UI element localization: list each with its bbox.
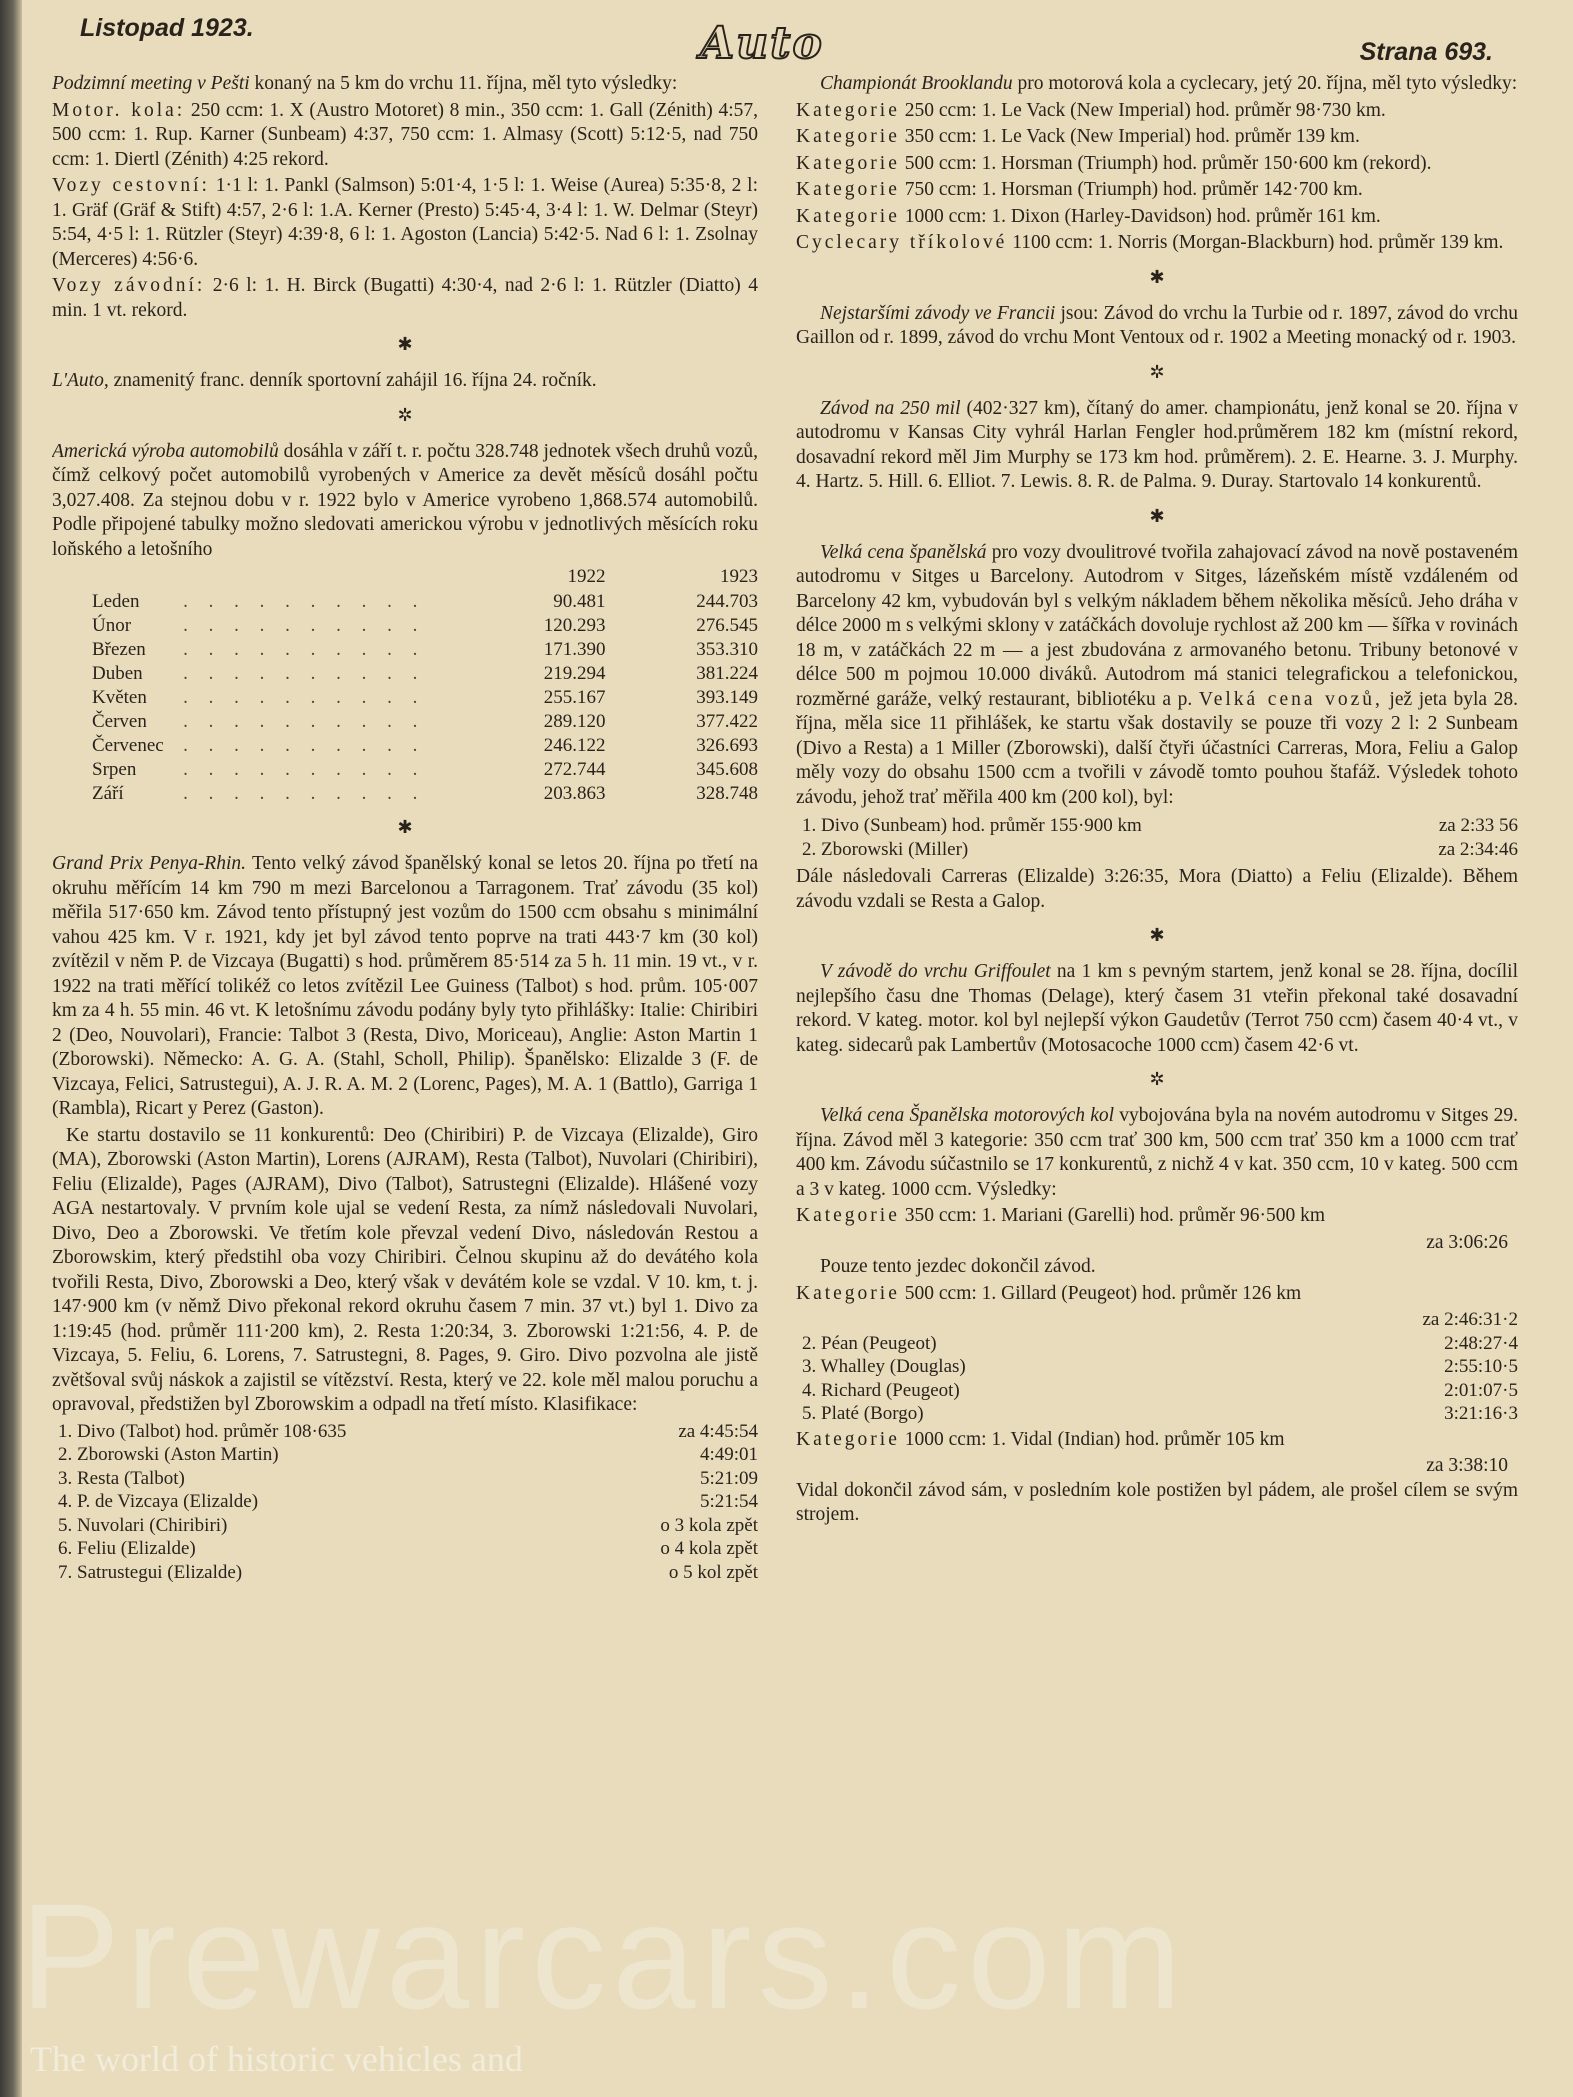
results-table (796, 1308, 1518, 1426)
result-row (796, 1355, 1518, 1379)
leader-dots: . . . . . . . . . . (183, 639, 426, 660)
result-row (52, 1467, 758, 1491)
leader-dots: . . . . . . . . . . (183, 759, 426, 780)
section-separator: ✱ (397, 817, 413, 837)
article-title: Závod na 250 mil (820, 397, 961, 419)
table-row (52, 758, 758, 782)
result-name: 4. P. de Vizcaya (Elizalde) (58, 1491, 259, 1512)
month-cell: Červen (92, 711, 147, 732)
result-time: 4:49:01 (699, 1444, 758, 1465)
table-row (52, 662, 758, 686)
category-350: Kategorie 350 ccm: 1. Mariani (Garelli) hod. průměr 96·500 km (796, 1205, 1325, 1226)
month-cell: Únor (92, 615, 132, 636)
left-column (52, 72, 758, 2072)
value-1922: 272.744 (543, 759, 606, 780)
result-time: za 4:45:54 (678, 1420, 758, 1442)
article-motorcycle-gp: Velká cena Španělska motorových kol vybojována byla na novém autodromu v Sitges 29. října. Závod měl 3 kategorie: 350 ccm trať 300 km, 500 ccm trať 350 km a 1000 ccm trať 400 km. Závodu súčastnilo se 17 konkurentů, z nichž 4 v kat. 350 ccm, 10 v kateg. 500 ccm a 3 v kateg. 1000 ccm. Výsledky: (796, 1105, 1518, 1200)
article-paragraph: Vozy cestovní: 1·1 l: 1. Pankl (Salmson) 5:01·4, 1·5 l: 1. Weise (Aurea) 5:35·8, 2 l: 1. Gräf (Gräf & Stift) 4:57, 2·6 l: 1.A. Kerner (Presto) 5:45·4, 3·4 l: 1. W. Delmar (Steyr) 5:54, 4·5 l: 1. Rützler (Steyr) 4:39·8, 6 l: 1. Agoston (Lancia) 5:42·5. Nad 6 l: 1. Zsolnay (Merceres) 4:56·6. (52, 175, 758, 270)
value-1922: 171.390 (543, 639, 606, 660)
category-result: Kategorie 750 ccm: 1. Horsman (Triumph) hod. průměr 142·700 km. (796, 179, 1363, 200)
leader-dots: . . . . . . . . . . (183, 663, 426, 684)
result-name: 2. Zborowski (Aston Martin) (58, 1444, 279, 1465)
result-name: 5. Nuvolari (Chiribiri) (58, 1514, 228, 1536)
value-1923: 345.608 (696, 759, 758, 780)
article-title: Americká výroba automobilů (52, 440, 279, 462)
month-cell: Květen (92, 687, 147, 708)
category-result: Kategorie 350 ccm: 1. Le Vack (New Imperial) hod. průměr 139 km. (796, 126, 1360, 147)
result-time: 2:48:27·4 (1444, 1332, 1518, 1354)
value-1923: 381.224 (696, 663, 758, 684)
article-kansas-city: Závod na 250 mil (402·327 km), čítaný do amer. championátu, jenž konal se 20. října v autodromu v Kansas City vyhrál Harlan Fengler hod.průměrem 182 km (místní rekord, dosavadní rekord měl Jim Murphy se 173 km hod. průměrem). 2. E. Hearne. 3. J. Murphy. 4. Hartz. 5. Hill. 6. Elliot. 7. Lewis. 8. R. de Palma. 9. Duray. Startovalo 14 konkurentů. (796, 397, 1518, 492)
value-1922: 90.481 (553, 591, 606, 612)
result-row (796, 838, 1518, 862)
value-1923: 326.693 (696, 735, 758, 756)
article-paragraph: Vozy závodní: 2·6 l: 1. H. Birck (Bugatti) 4:30·4, nad 2·6 l: 1. Rützler (Diatto) 4 min. 1 vt. rekord. (52, 275, 758, 321)
month-cell: Červenec (92, 735, 164, 756)
section-separator: ✱ (1149, 266, 1165, 287)
article-title: Podzimní meeting v Pešti (52, 73, 250, 94)
result-row (52, 1514, 758, 1538)
watermark-tagline: The world of historic vehicles and (30, 2039, 523, 2079)
category-1000: Kategorie 1000 ccm: 1. Vidal (Indian) hod. průměr 105 km (796, 1428, 1285, 1450)
article-brooklands: Championát Brooklandu pro motorová kola a cyclecary, jetý 20. října, měl tyto výsledky: (820, 73, 1518, 94)
article-title: Championát Brooklandu (820, 73, 1013, 94)
article-lauto: L'Auto, znamenitý franc. denník sportovní zahájil 16. října 24. ročník. (52, 370, 597, 391)
month-cell: Leden (92, 591, 140, 612)
section-separator: ✱ (1149, 925, 1165, 945)
column-header: 1923 (720, 566, 758, 587)
section-separator: ✱ (1149, 505, 1165, 526)
result-row (52, 1561, 758, 1585)
result-time: o 4 kola zpět (660, 1538, 758, 1559)
value-1922: 246.122 (543, 735, 606, 756)
result-name: 1. Divo (Sunbeam) hod. průměr 155·900 km (802, 815, 1142, 836)
table-row (52, 614, 758, 638)
result-time: o 5 kol zpět (668, 1561, 758, 1583)
leader-dots: . . . . . . . . . . (183, 687, 426, 708)
category-result: Kategorie 250 ccm: 1. Le Vack (New Imperial) hod. průměr 98·730 km. (796, 99, 1386, 121)
article-grand-prix: Grand Prix Penya-Rhin. Tento velký závod španělský konal se letos 20. října po třetí na okruhu měřícím 14 km 790 m mezi Barcelonou a Tarragonem. Trať závodu (35 kol) měřila 517·650 km. Závod tento přístupný jest vozům do 1500 ccm obsahu s minimální vahou 425 km. V r. 1921, kdy jet byl závod tento poprve na trati 443·7 km (30 kol) zvítězil v něm P. de Vizcaya (Bugatti) s hod. průměrem 85·514 za 5 h. 11 min. 19 vt., v r. 1922 na trati měřící tolikéž co letos zvítězil Lee Guiness (Talbot) s hod. prům. 105·007 km za 4 h. 55 min. 46 vt. K letošnímu závodu podány byly tyto přihlášky: Italie: Chiribiri 2 (Deo, Nouvolari), Francie: Talbot 3 (Resta, Divo, Moriceau), Anglie: Aston Martin 1 (Zborowski). Německo: A. G. A. (Stahl, Scholl, Philip). Španělsko: Elizalde 3 (F. de Vizcaya, Felici, Satrustegui), A. J. R. A. M. 2 (Lorenc, Pages), M. A. 1 (Battlo), Garriga 1 (Rambla), Ricart y Perez (Gaston). (52, 853, 758, 1119)
section-separator: ✲ (1149, 361, 1165, 382)
result-name: 1. Divo (Talbot) hod. průměr 108·635 (58, 1420, 347, 1442)
result-name: 4. Richard (Peugeot) (802, 1379, 960, 1401)
result-name: 7. Satrustegui (Elizalde) (58, 1561, 243, 1583)
result-name: 3. Whalley (Douglas) (802, 1356, 966, 1377)
result-row (52, 1537, 758, 1561)
month-cell: Září (92, 783, 124, 804)
result-time: za 2:46:31·2 (1422, 1309, 1518, 1330)
leader-dots: . . . . . . . . . . (183, 735, 426, 756)
value-1922: 219.294 (543, 663, 606, 684)
value-1923: 328.748 (696, 783, 758, 804)
leader-dots: . . . . . . . . . . (183, 711, 426, 732)
magazine-logo: Auto (700, 18, 824, 69)
value-1922: 289.120 (543, 711, 606, 732)
result-name: 2. Zborowski (Miller) (802, 838, 969, 860)
production-table (52, 564, 758, 806)
category-result: Cyclecary tříkolové 1100 ccm: 1. Norris (Morgan-Blackburn) hod. průměr 139 km. (796, 232, 1504, 253)
article-paragraph: Ke startu dostavilo se 11 konkurentů: Deo (Chiribiri) P. de Vizcaya (Elizalde), Giro (MA), Zborowski (Aston Martin), Lorens (AJRAM), Resta (Talbot), Nuvolari (Chiribiri), Feliu (Elizalde), Pages (AJRAM), Divo (Talbot), Satrustegni (Elizalde). Hlášené vozy AGA nestartovaly. V prvním kole ujal se vedení Resta, za nímž následovali Nuvolari, Divo, Deo a Zborowski. Ve třetím kole převzal vedení Divo, následován Restou a Zborowskim, který předstihl oba vozy Chiribiri. Čelnou skupinu až do devátého kola tvořili Resta, Divo, Zborowski a Deo, který však v devátém kole se vzdal. V 10. km, t. j. 147·900 km (v němž Divo překonal rekord okruhu časem 7 min. 37 vt.) byl 1. Divo za 1:19:45 (hod. průměr 111·200 km), 2. Resta 1:20:34, 3. Zborowski 1:21:56, 4. P. de Vizcaya, 5. Feliu, 6. Lorens, 7. Satrustegni, 8. Pages, 9. Giro. Divo pozvolna ale jistě zvětšoval svůj náskok a zajistil se vítězství. Resta, který ve 22. kole měl malou poruchu a opravoval, předstižen byl Zborowskim a odpadl na třetí místo. Klasifikace: (52, 1124, 758, 1415)
issue-date: Listopad 1923. (80, 14, 254, 42)
table-row (52, 710, 758, 734)
result-name: 5. Platé (Borgo) (802, 1403, 924, 1424)
result-time: 5:21:09 (699, 1467, 758, 1489)
result-row (796, 1308, 1518, 1332)
binding-spine (0, 0, 22, 2097)
value-1922: 255.167 (543, 687, 606, 708)
result-name: 3. Resta (Talbot) (58, 1467, 185, 1489)
result-name (796, 1308, 1306, 1332)
result-time: 2:55:10·5 (1444, 1356, 1518, 1377)
result-row (796, 1379, 1518, 1403)
month-cell: Březen (92, 639, 146, 660)
article-title: Nejstaršími závody ve Francii (820, 302, 1056, 324)
article-paragraph: Dále následovali Carreras (Elizalde) 3:26:35, Mora (Diatto) a Feliu (Elizalde). Během závodu vzdali se Resta a Galop. (796, 866, 1518, 912)
article-title: Velká cena Španělska motorových kol (820, 1105, 1115, 1126)
category-500: Kategorie 500 ccm: 1. Gillard (Peugeot) hod. průměr 126 km (796, 1282, 1302, 1304)
article-american-production: Americká výroba automobilů dosáhla v září t. r. počtu 328.748 jednotek všech druhů vozů, čímž celkový počet automobilů vyrobených v Americe za devět měsíců dosáhl počtu 3,027.408. Za stejnou dobu v r. 1922 bylo v Americe vyrobeno 1,868.574 automobilů. Podle připojené tabulky možno sledovati americkou výrobu v jednotlivých měsících roku loňského a letošního (52, 440, 758, 560)
value-1923: 244.703 (696, 591, 758, 612)
right-column (796, 72, 1518, 2072)
result-name: 2. Péan (Peugeot) (802, 1332, 937, 1354)
section-separator: ✱ (397, 334, 413, 354)
watermark-logo: Prewarcars.com (20, 1872, 1188, 2040)
category-note: Vidal dokončil závod sám, v posledním kole postižen byl pádem, ale prošel cílem se svým strojem. (796, 1479, 1518, 1525)
result-time: 2:01:07·5 (1444, 1379, 1518, 1401)
table-row (52, 734, 758, 758)
page-header (60, 8, 1513, 70)
value-1923: 377.422 (696, 711, 758, 732)
section-separator: ✲ (1149, 1069, 1165, 1089)
result-time: za 2:33 56 (1438, 815, 1518, 836)
leader-dots: . . . . . . . . . . (183, 615, 426, 636)
category-result: Kategorie 1000 ccm: 1. Dixon (Harley-Davidson) hod. průměr 161 km. (796, 205, 1381, 227)
month-cell: Srpen (92, 759, 137, 780)
value-1923: 276.545 (696, 615, 758, 636)
results-table (52, 1420, 758, 1585)
table-row (52, 782, 758, 806)
result-row (52, 1490, 758, 1514)
result-time: 5:21:54 (699, 1491, 758, 1512)
article-oldest-races: Nejstaršími závody ve Francii jsou: Závod do vrchu la Turbie od r. 1897, závod do vrchu Gaillon od r. 1899, závod do vrchu Mont Ventoux od r. 1902 a Meeting monacký od r. 1903. (796, 302, 1518, 348)
category-result: Kategorie 500 ccm: 1. Horsman (Triumph) hod. průměr 150·600 km (rekord). (796, 152, 1432, 174)
results-table (796, 814, 1518, 861)
result-time: za 3:38:10 (1426, 1455, 1508, 1476)
leader-dots: . . . . . . . . . . (183, 783, 426, 804)
value-1922: 120.293 (543, 615, 606, 636)
leader-dots: . . . . . . . . . . (183, 591, 426, 612)
result-row (52, 1443, 758, 1467)
table-row (52, 638, 758, 662)
article-title: Grand Prix Penya-Rhin. (52, 853, 247, 874)
table-row (52, 686, 758, 710)
result-time: 3:21:16·3 (1444, 1403, 1518, 1424)
article-griffoulet: V závodě do vrchu Griffoulet na 1 km s pevným startem, jenž konal se 28. října, docílil nejlepšího času dne Thomas (Delage), který časem 31 vteřin překonal také dosavadní rekord. V kateg. motor. kol byl nejlepší výkon Gaudetův (Terrot 750 ccm) časem 40·4 vt., v kateg. sidecarů pak Lambertův (Motosacoche 1000 ccm) časem 42·6 vt. (796, 961, 1518, 1056)
section-separator: ✲ (397, 404, 413, 425)
column-header: 1922 (567, 566, 606, 587)
result-row (796, 1402, 1518, 1426)
result-row (796, 814, 1518, 838)
article-paragraph: Motor. kola: 250 ccm: 1. X (Austro Motoret) 8 min., 350 ccm: 1. Gall (Zénith) 4:57, 500 ccm: 1. Rup. Karner (Sunbeam) 4:37, 750 ccm: 1. Almasy (Scott) 5:12·5, nad 750 ccm: 1. Diertl (Zénith) 4:25 rekord. (52, 99, 758, 170)
result-row (796, 1332, 1518, 1356)
table-row (52, 590, 758, 614)
value-1922: 203.863 (543, 783, 606, 804)
result-time: za 2:34:46 (1438, 838, 1518, 860)
value-1923: 353.310 (696, 639, 758, 660)
result-row (52, 1420, 758, 1444)
article-title: V závodě do vrchu Griffoulet (820, 961, 1051, 982)
page-number: Strana 693. (1359, 38, 1493, 66)
value-1923: 393.149 (696, 687, 758, 708)
article-spanish-grand-prix: Velká cena španělská pro vozy dvoulitrové tvořila zahajovací závod na nově postaveném autodromu v Sitges u Barcelony. Autodrom v Sitges, lázeňském místě vzdáleném od Barcelony 42 km, vybudován byl s velkým nákladem během několika měsíců. Jeho dráha v délce 2000 m s velkými sklony v zatáčkách dovoluje rychlost až 200 km — šířka v rovinách 18 m, v zatáčkách 22 m — a jest zbudována z armovaného betonu. Tribuny betonové v délce 500 m pojmou 10.000 diváků. Autodrom má stanici telegrafickou a telefonickou, rozměrné garáže, velký restaurant, bibliotéku a p. Velká cena vozů, jež jeta byla 28. října, měla sice 11 přihlášek, ke startu však dostavily se pouze tři vozy 2 l: 2 Sunbeam (Divo a Resta) a 1 Miller (Zborowski), další čtyři účastníci Carreras, Mora, Feliu a Galop měly vozy do obsahu 1500 ccm a tvořili v závodě tomto pouhou štafáž. Výsledek tohoto závodu, jehož trať měřila 400 km (200 kol), byl: (796, 541, 1518, 808)
article-title: L'Auto, (52, 370, 109, 391)
category-note: Pouze tento jezdec dokončil závod. (820, 1256, 1096, 1277)
article-title: Velká cena španělská (820, 541, 987, 563)
result-time: za 3:06:26 (1426, 1231, 1508, 1253)
result-time: o 3 kola zpět (660, 1514, 758, 1536)
article-pest: Podzimní meeting v Pešti konaný na 5 km do vrchu 11. října, měl tyto výsledky: (52, 73, 678, 94)
month-cell: Duben (92, 663, 143, 684)
result-name: 6. Feliu (Elizalde) (58, 1538, 196, 1559)
